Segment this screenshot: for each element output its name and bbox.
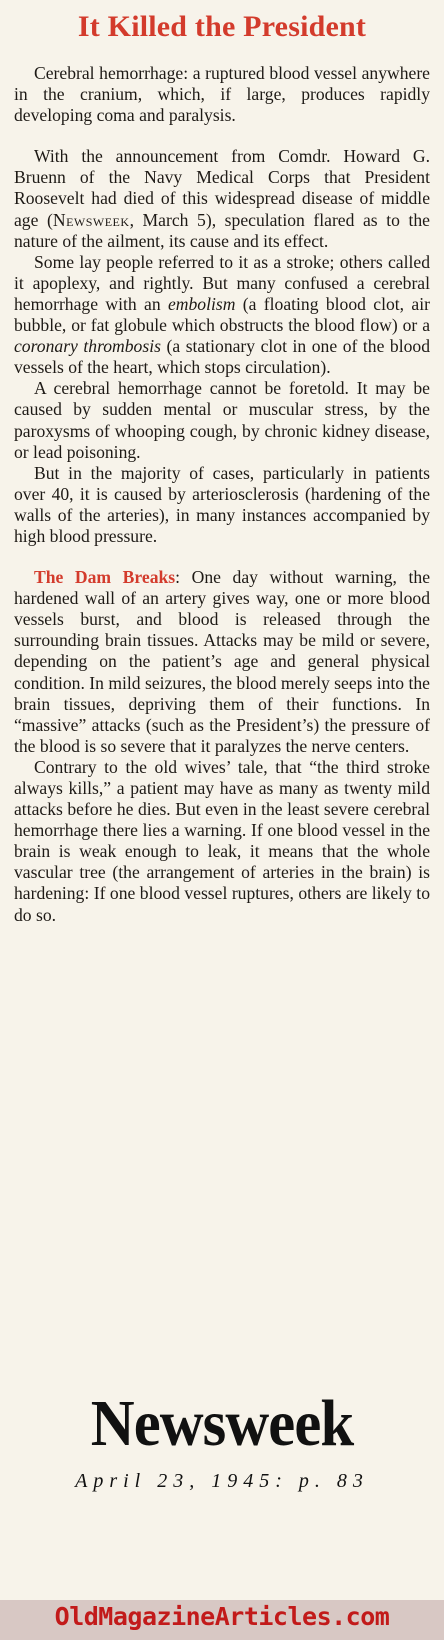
p2-text-b: (a floating blood clot, air bubble, or fat globule which obstructs the blood flow) or a [14, 293, 430, 336]
p1-magazine-name: Newsweek [52, 209, 130, 230]
paragraph-6: Contrary to the old wives’ tale, that “the third stroke always kills,” a patient may have as many as twenty mild attacks before he dies. But even in the least severe cerebral hemorrhage there lies a warning. If one blood vessel in the brain is weak enough to leak, it means that the whole vascular tree (the arrangement of arteries in the brain) is hardening: If one blood vessel ruptures, others are likely to do so. [14, 756, 430, 925]
article-title: It Killed the President [77, 10, 367, 43]
paragraph-1 [14, 146, 430, 251]
paragraph-5 [14, 567, 430, 757]
footer-site-name[interactable]: OldMagazineArticles.com [54, 1602, 390, 1631]
paragraph-2 [14, 252, 430, 379]
paragraph-4: But in the majority of cases, particularly in patients over 40, it is caused by arteriosclerosis (hardening of the walls of the arteries), in many instances accompanied by high blood pressure. [14, 462, 430, 546]
p5-text: : One day without warning, the hardened wall of an artery gives way, one or more blood vessels burst, and blood is released through the surrounding brain tissues. Attacks may be mild or severe, depending on the patient’s age and general physical condition. In mild seizures, the blood merely seeps into the brain tissues, depriving them of their functions. In “massive” attacks (such as the President’s) the pressure of the blood is so severe that it paralyzes the nerve centers. [14, 567, 431, 756]
p2-text-c: (a stationary clot in one of the blood vessels of the heart, which stops circulation). [14, 336, 430, 378]
p1-text-b: , March 5), speculation flared as to the nature of the ailment, its cause and its effect. [14, 209, 430, 251]
paragraph-3: A cerebral hemorrhage cannot be foretold. It may be caused by sudden mental or muscular stress, by the paroxysms of whooping cough, by chronic kidney disease, or lead poisoning. [14, 378, 430, 462]
p2-coronary-thrombosis: coronary thrombosis [14, 336, 161, 357]
publication-dateline: April 23, 1945: p. 83 [75, 1470, 369, 1492]
p2-embolism: embolism [167, 293, 236, 314]
p2-text-a: Some lay people referred to it as a stroke; others called it apoplexy, and rightly. But many confused a cerebral hemorrhage with an [14, 251, 430, 314]
subhead-dam-breaks: The Dam Breaks [34, 567, 176, 588]
p1-text-a: With the announcement from Comdr. Howard G. Bruenn of the Navy Medical Corps that President Roosevelt had died of this widespread disease of middle age ( [14, 146, 430, 230]
newsweek-masthead: Newsweek [90, 1387, 354, 1460]
article-body [14, 63, 430, 926]
lead-paragraph: Cerebral hemorrhage: a ruptured blood vessel anywhere in the cranium, which, if large, produces rapidly developing coma and paralysis. [14, 63, 430, 126]
